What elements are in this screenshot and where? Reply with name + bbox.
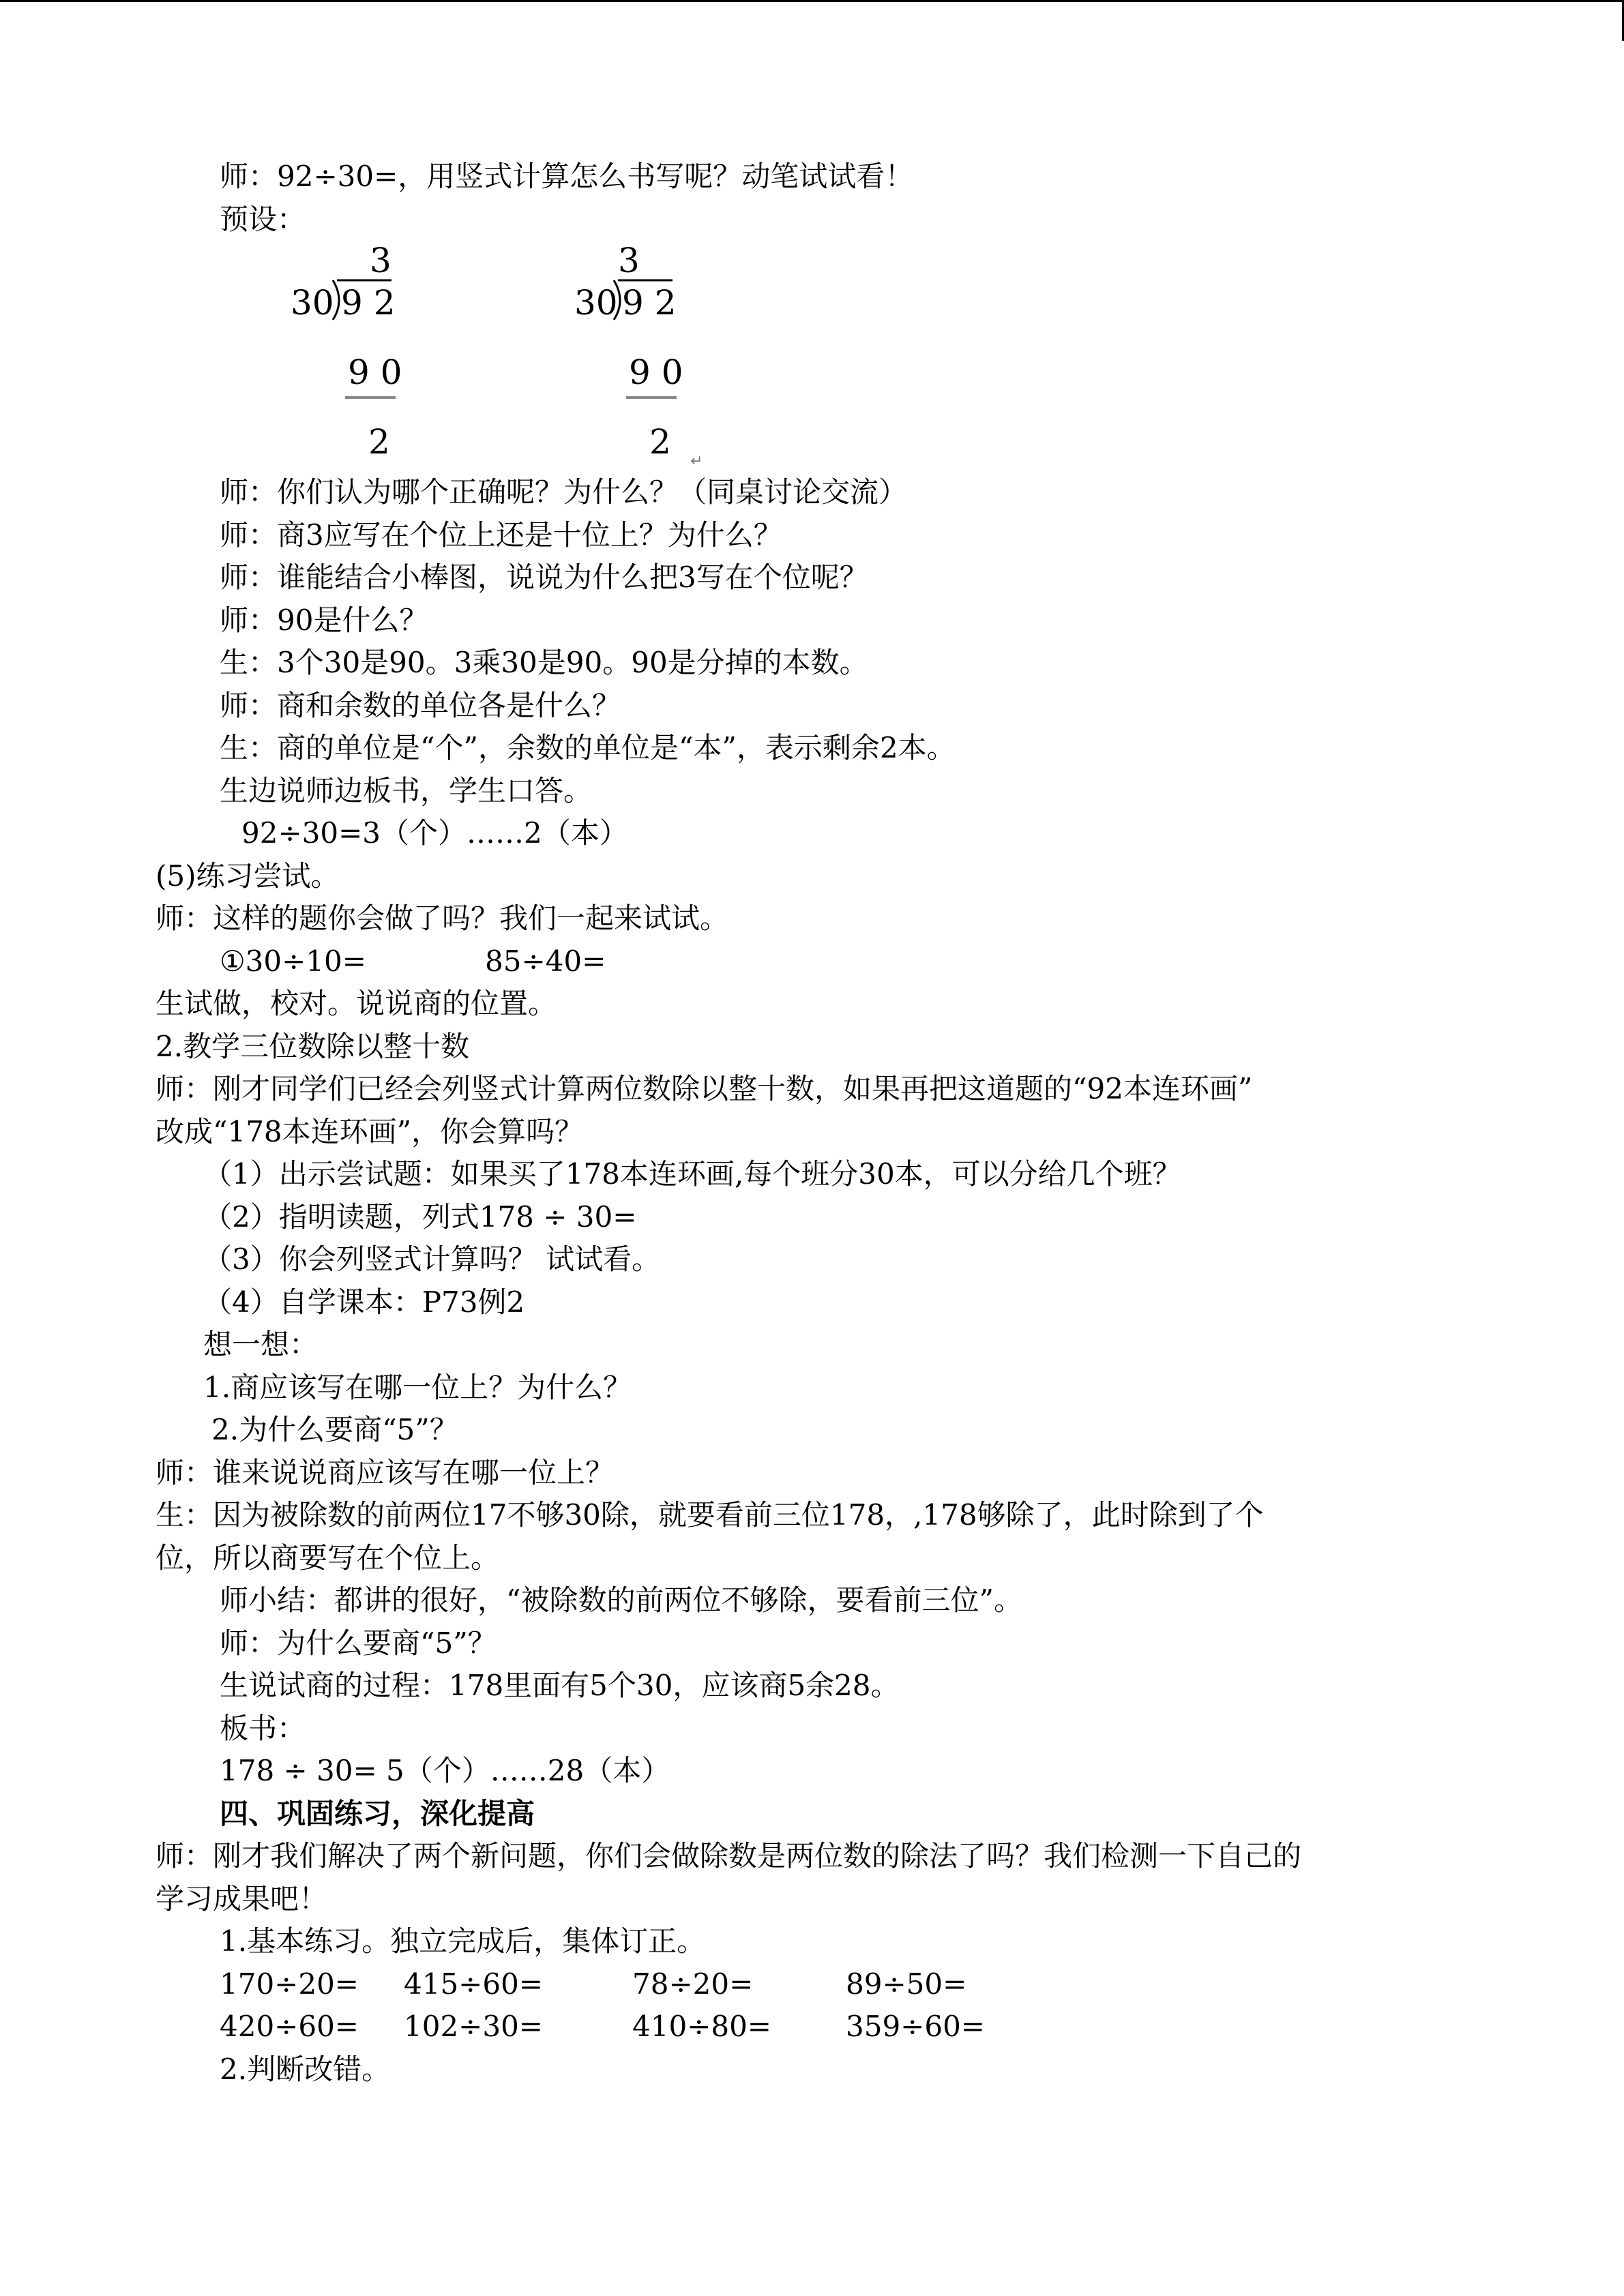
board-label: 板书： <box>220 1711 306 1745</box>
discussion-line: 生边说师边板书，学生口答。 <box>220 773 593 807</box>
basic-practice-label: 1.基本练习。独立完成后，集体订正。 <box>220 1924 706 1958</box>
practice-heading: (5)练习尝试。 <box>156 859 340 893</box>
long-division-diagrams <box>156 241 1486 471</box>
think-item: 2.为什么要商“5”？ <box>211 1413 458 1446</box>
section2-intro: 改成“178本连环画”，你会算吗？ <box>156 1114 584 1148</box>
judge-label: 2.判断改错。 <box>220 2052 391 2086</box>
quotient-1: 3 <box>370 241 392 280</box>
discussion-line: 生：3个30是90。3乘30是90。90是分掉的本数。 <box>220 646 868 679</box>
long-division-example-1 <box>269 241 432 471</box>
paragraph-mark-icon: ↵ <box>690 453 703 470</box>
divisor-1: 30 <box>291 283 334 323</box>
board-writing-2: 178 ÷ 30= 5（个）……28（本） <box>220 1754 670 1787</box>
teacher-question: 师：谁来说说商应该写在哪一位上？ <box>156 1455 615 1489</box>
practice-check: 生试做，校对。说说商的位置。 <box>156 987 557 1020</box>
remainder-1: 2 <box>368 422 390 462</box>
exercise-item: 359÷60= <box>846 2010 985 2043</box>
dividend-2: 9 2 <box>622 283 677 323</box>
page-top-border <box>0 0 1624 2</box>
discussion-line: 师：90是什么？ <box>220 603 428 637</box>
intro-line-2: 预设： <box>220 202 306 236</box>
exercise-item: 89÷50= <box>846 1967 967 2001</box>
intro-line-1: 师：92÷30=，用竖式计算怎么书写呢？动笔试试看！ <box>220 160 914 193</box>
practice-prompt: 师：这样的题你会做了吗？我们一起来试试。 <box>156 901 729 935</box>
exercise-item: 102÷30= <box>404 2010 543 2043</box>
exercise-item: 170÷20= <box>220 1967 359 2001</box>
student-answer: 位，所以商要写在个位上。 <box>156 1540 500 1575</box>
product-1: 9 0 <box>348 353 402 392</box>
teacher-summary: 师小结：都讲的很好，“被除数的前两位不够除，要看前三位”。 <box>220 1583 1022 1617</box>
board-writing-1: 92÷30=3（个）……2（本） <box>241 816 628 850</box>
section2-intro: 师：刚才同学们已经会列竖式计算两位数除以整十数，如果再把这道题的“92本连环画” <box>156 1072 1253 1105</box>
section4-intro: 学习成果吧！ <box>156 1881 328 1915</box>
step-line: （4）自学课本：P73例2 <box>203 1285 525 1319</box>
basic-practice-row <box>156 2006 1486 2048</box>
step-line: （1）出示尝试题：如果买了178本连环画,每个班分30本，可以分给几个班？ <box>203 1157 1181 1191</box>
section4-intro: 师：刚才我们解决了两个新问题，你们会做除数是两位数的除法了吗？我们检测一下自己的 <box>156 1839 1302 1873</box>
step-line: （2）指明读题，列式178 ÷ 30= <box>203 1199 637 1234</box>
remainder-2: 2 <box>649 422 671 462</box>
think-item: 1.商应该写在哪一位上？为什么？ <box>203 1370 632 1404</box>
exercise-item: 420÷60= <box>220 2010 359 2043</box>
basic-practice-row <box>156 1963 1486 2006</box>
discussion-line: 师：商3应写在个位上还是十位上？为什么？ <box>220 518 782 552</box>
practice-exercises <box>156 940 1486 983</box>
product-2: 9 0 <box>629 353 683 392</box>
section4-heading: 四、巩固练习，深化提高 <box>220 1796 535 1830</box>
step-line: （3）你会列竖式计算吗？ 试试看。 <box>203 1242 661 1276</box>
discussion-line: 师：谁能结合小棒图，说说为什么把3写在个位呢？ <box>220 561 868 594</box>
exercise-item: 415÷60= <box>404 1967 543 2001</box>
document-page <box>156 155 1486 2091</box>
think-heading: 想一想： <box>203 1328 319 1361</box>
discussion-line: 师：商和余数的单位各是什么？ <box>220 688 621 722</box>
long-division-example-2 <box>574 241 738 471</box>
dividend-1: 9 2 <box>341 283 396 323</box>
divisor-2: 30 <box>574 283 618 323</box>
discussion-line: 师：你们认为哪个正确呢？为什么？（同桌讨论交流） <box>220 475 908 509</box>
student-answer: 生说试商的过程：178里面有5个30，应该商5余28。 <box>220 1669 900 1702</box>
quotient-2: 3 <box>618 241 640 280</box>
exercise-item: 410÷80= <box>632 2010 771 2043</box>
student-answer: 生：因为被除数的前两位17不够30除，就要看前三位178，,178够除了，此时除到了个 <box>156 1498 1264 1532</box>
discussion-line: 生：商的单位是“个”，余数的单位是“本”，表示剩余2本。 <box>220 731 956 764</box>
exercise-item: ①30÷10= <box>220 944 366 978</box>
exercise-item: 78÷20= <box>632 1967 754 2001</box>
section2-heading: 2.教学三位数除以整十数 <box>156 1029 470 1063</box>
exercise-item: 85÷40= <box>485 944 606 978</box>
teacher-question: 师：为什么要商“5”？ <box>220 1626 497 1660</box>
